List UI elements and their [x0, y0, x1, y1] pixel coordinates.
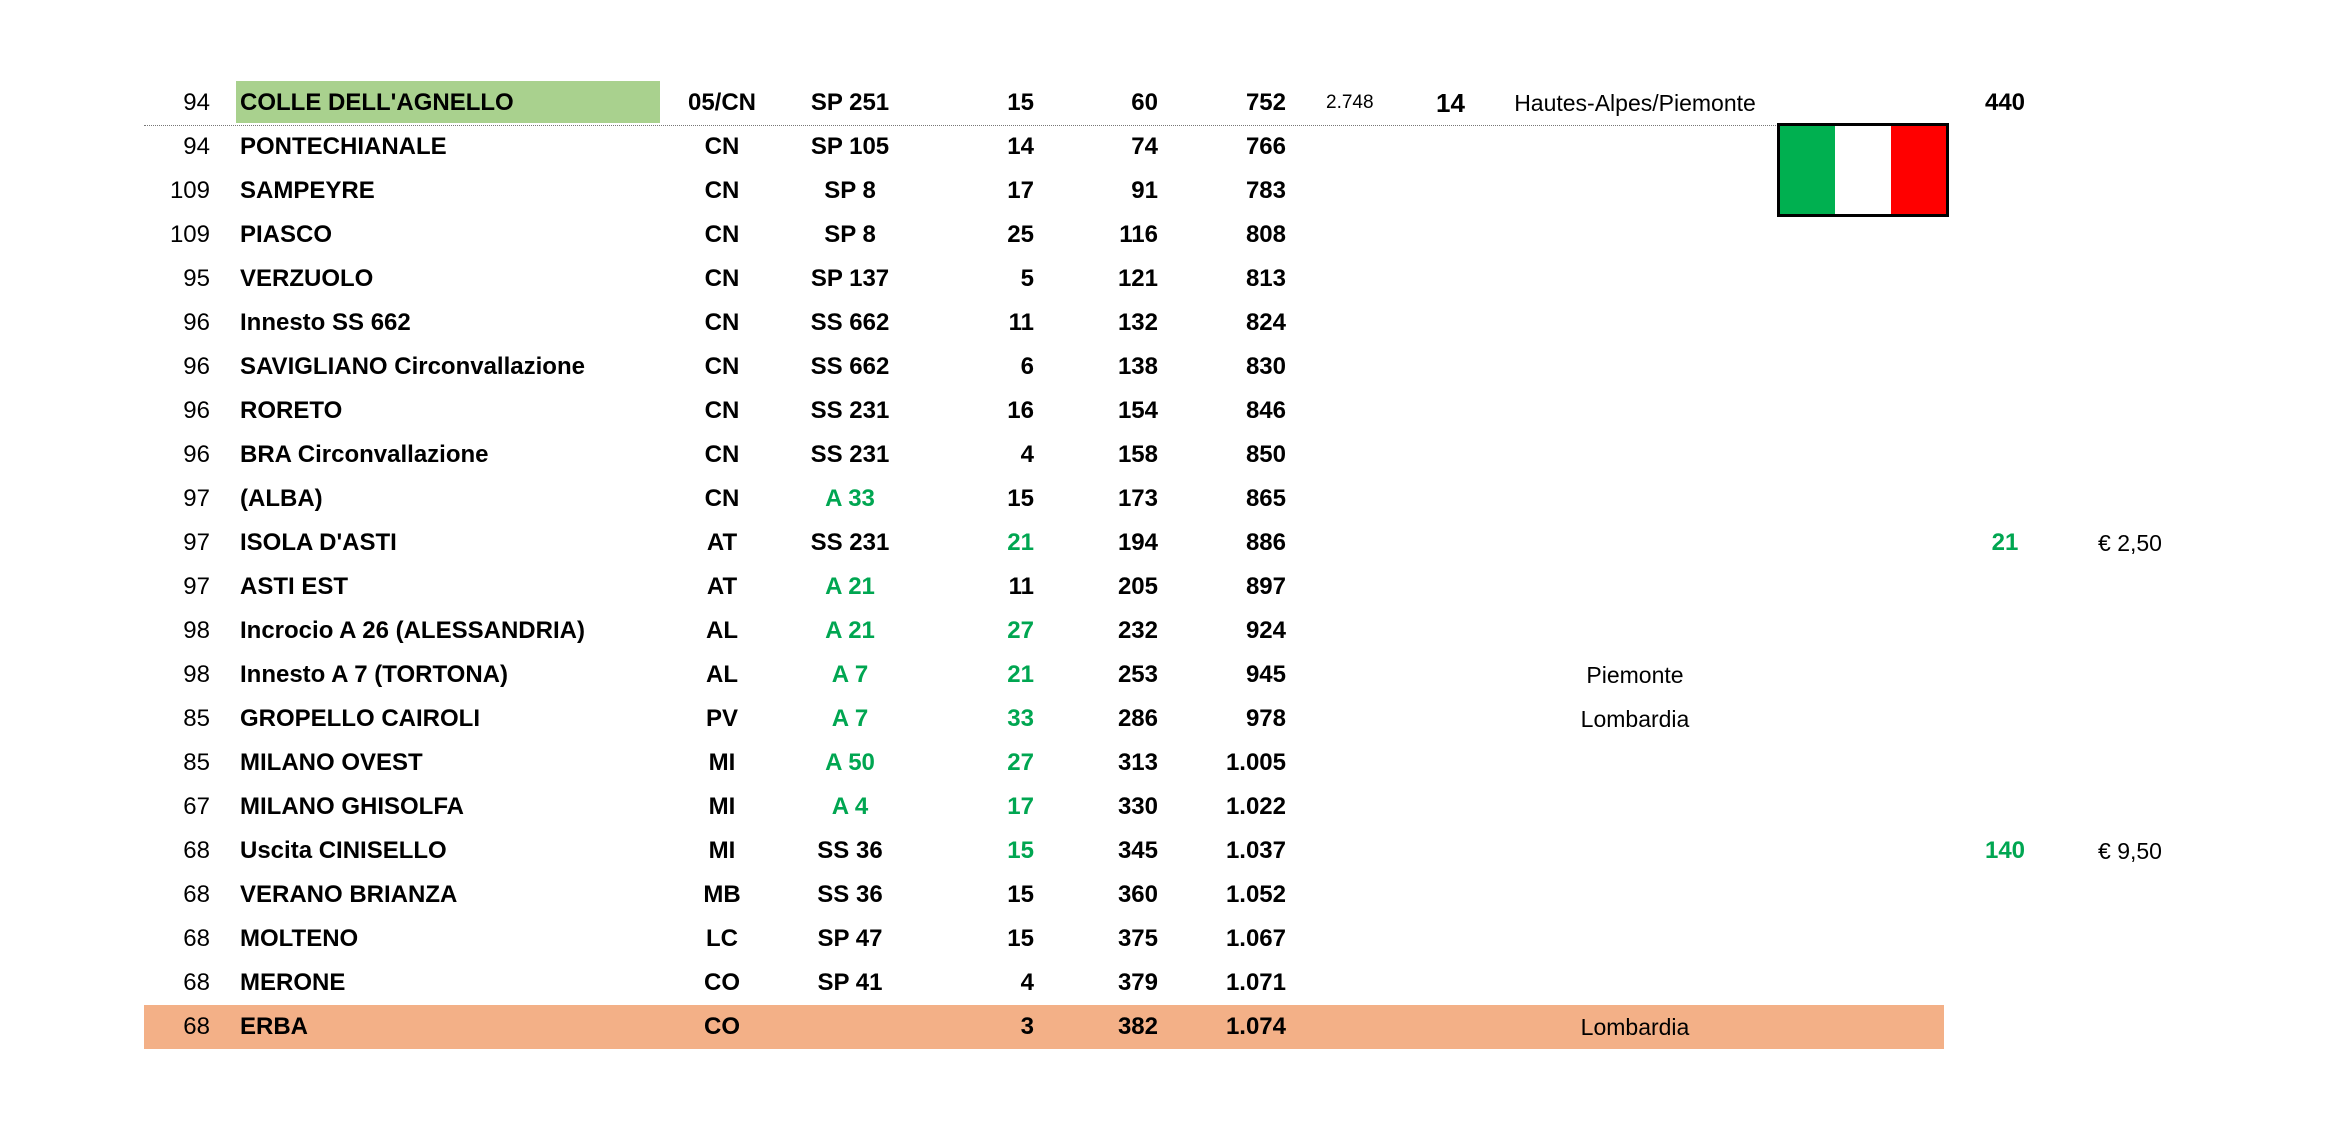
cumulative-distance: 60 [1131, 89, 1158, 116]
table-row [0, 389, 2336, 433]
table-row [0, 917, 2336, 961]
table-row [0, 653, 2336, 697]
table-row [0, 301, 2336, 345]
toll-distance: 21 [1991, 529, 2019, 556]
segment-distance: 27 [1007, 749, 1034, 776]
table-row [0, 829, 2336, 873]
location-name: SAMPEYRE [240, 177, 375, 204]
table-row [144, 81, 2026, 126]
location-name: VERZUOLO [240, 265, 374, 292]
segment-distance: 15 [1007, 89, 1034, 116]
table-row [0, 125, 2336, 169]
road: A 33 [825, 485, 875, 512]
cumulative-distance: 116 [1119, 221, 1158, 248]
total-distance: 783 [1245, 177, 1286, 204]
table-row [0, 521, 2336, 565]
cumulative-distance: 232 [1117, 617, 1158, 644]
total-distance: 1.074 [1225, 1013, 1286, 1040]
location-name: PONTECHIANALE [240, 133, 447, 160]
road: SS 36 [817, 837, 883, 864]
region: Hautes-Alpes/Piemonte [1514, 90, 1756, 116]
road [790, 1005, 910, 1049]
toll-distance: 140 [1984, 837, 2026, 864]
segment-distance: 27 [1007, 617, 1034, 644]
road-code: 67 [183, 793, 210, 820]
province: MB [703, 881, 741, 908]
road: A 7 [831, 661, 869, 688]
province: AT [706, 529, 738, 556]
cumulative-distance: 74 [1131, 133, 1158, 160]
segment-distance: 15 [1007, 485, 1034, 512]
table-row [0, 345, 2336, 389]
table-row-destination [0, 1005, 2336, 1049]
province: CN [704, 397, 740, 424]
segment-distance: 3 [1020, 1013, 1034, 1040]
cumulative-distance: 330 [1117, 793, 1158, 820]
road: A 50 [825, 749, 875, 776]
location-name: Innesto A 7 (TORTONA) [240, 661, 509, 688]
province: CN [704, 221, 740, 248]
total-distance: 1.037 [1225, 837, 1286, 864]
cumulative-distance: 121 [1117, 265, 1158, 292]
location-name: RORETO [240, 397, 343, 424]
road-code: 85 [183, 705, 210, 732]
stage-number: 14 [1436, 88, 1465, 118]
segment-distance: 15 [1007, 837, 1034, 864]
road: SP 8 [824, 177, 876, 204]
road-code: 68 [183, 837, 210, 864]
location-name: ERBA [240, 1013, 309, 1040]
segment-distance: 5 [1020, 265, 1034, 292]
location-name: MERONE [240, 969, 346, 996]
province: MI [708, 793, 736, 820]
total-distance: 846 [1245, 397, 1286, 424]
table-row [0, 741, 2336, 785]
total-distance: 1.052 [1225, 881, 1286, 908]
cumulative-distance: 379 [1117, 969, 1158, 996]
province: CN [704, 309, 740, 336]
location-name: MOLTENO [240, 925, 359, 952]
cumulative-distance: 158 [1117, 441, 1158, 468]
province: CN [704, 265, 740, 292]
table-row [0, 961, 2336, 1005]
region: Lombardia [1580, 706, 1690, 732]
segment-distance: 11 [1008, 573, 1034, 600]
total-distance: 978 [1245, 705, 1286, 732]
total-distance: 865 [1245, 485, 1286, 512]
table-row [0, 697, 2336, 741]
road-code: 96 [183, 441, 210, 468]
road: SP 105 [810, 133, 890, 160]
cumulative-distance: 91 [1131, 177, 1158, 204]
table-row [0, 785, 2336, 829]
total-distance: 945 [1245, 661, 1286, 688]
road-code: 94 [183, 89, 210, 116]
total-distance: 1.071 [1225, 969, 1286, 996]
road: A 21 [825, 617, 875, 644]
road-code: 109 [169, 177, 210, 204]
road: SS 231 [810, 441, 890, 468]
total-distance: 766 [1245, 133, 1286, 160]
total-distance: 824 [1245, 309, 1286, 336]
table-row [0, 477, 2336, 521]
province: LC [706, 925, 738, 952]
road-code: 97 [183, 573, 210, 600]
cumulative-distance: 205 [1117, 573, 1158, 600]
table-row [0, 257, 2336, 301]
road: SS 662 [810, 309, 890, 336]
region: Piemonte [1586, 662, 1684, 688]
road: SP 8 [824, 221, 876, 248]
total-distance: 850 [1245, 441, 1286, 468]
location-name: GROPELLO CAIROLI [240, 705, 480, 732]
road-code: 94 [183, 133, 210, 160]
location-name: Innesto SS 662 [240, 309, 411, 336]
cumulative-distance: 313 [1117, 749, 1158, 776]
road-code: 68 [183, 925, 210, 952]
province: CO [704, 969, 740, 996]
cumulative-distance: 382 [1117, 1013, 1158, 1040]
location-name: MILANO GHISOLFA [240, 793, 464, 820]
segment-distance: 17 [1007, 793, 1034, 820]
location-name: Incrocio A 26 (ALESSANDRIA) [240, 617, 585, 644]
cumulative-distance: 253 [1117, 661, 1158, 688]
segment-distance: 15 [1007, 881, 1034, 908]
segment-distance: 11 [1008, 309, 1034, 336]
province: MI [708, 749, 736, 776]
toll-price: € 9,50 [2098, 838, 2162, 864]
road: A 21 [825, 573, 875, 600]
location-name: ISOLA D'ASTI [240, 529, 397, 556]
cumulative-distance: 375 [1117, 925, 1158, 952]
road-code: 85 [183, 749, 210, 776]
table-row [0, 609, 2336, 653]
road: A 4 [831, 793, 869, 820]
road-code: 68 [183, 969, 210, 996]
road: SP 47 [817, 925, 883, 952]
road-code: 109 [169, 221, 210, 248]
total-distance: 924 [1245, 617, 1286, 644]
road-code: 68 [183, 1013, 210, 1040]
location-name: (ALBA) [240, 485, 323, 512]
segment-distance: 25 [1007, 221, 1034, 248]
province: MI [708, 837, 736, 864]
province: CN [704, 441, 740, 468]
table-row [0, 873, 2336, 917]
location-name: ASTI EST [240, 573, 349, 600]
cumulative-distance: 132 [1117, 309, 1158, 336]
total-distance: 752 [1245, 89, 1286, 116]
road-code: 98 [183, 661, 210, 688]
province: CN [704, 133, 740, 160]
segment-distance: 21 [1007, 661, 1034, 688]
total-distance: 830 [1245, 353, 1286, 380]
altitude: 2.748 [1326, 92, 1374, 113]
location-name: VERANO BRIANZA [240, 881, 458, 908]
road-code: 97 [183, 485, 210, 512]
road: SS 662 [810, 353, 890, 380]
province: AL [706, 617, 738, 644]
road-code: 95 [183, 265, 210, 292]
cumulative-distance: 138 [1117, 353, 1158, 380]
segment-distance: 16 [1007, 397, 1034, 424]
province: CO [704, 1013, 740, 1040]
location-name: COLLE DELL'AGNELLO [240, 89, 514, 116]
location-name: SAVIGLIANO Circonvallazione [240, 353, 585, 380]
province: AL [706, 661, 738, 688]
location-name: PIASCO [240, 221, 333, 248]
toll-price: € 2,50 [2098, 530, 2162, 556]
table-row [0, 433, 2336, 477]
segment-distance: 17 [1007, 177, 1034, 204]
road-code: 96 [183, 397, 210, 424]
toll-distance: 440 [1984, 89, 2026, 116]
road-code: 68 [183, 881, 210, 908]
total-distance: 813 [1245, 265, 1286, 292]
province: AT [706, 573, 738, 600]
segment-distance: 6 [1020, 353, 1034, 380]
table-row [0, 169, 2336, 213]
cumulative-distance: 286 [1117, 705, 1158, 732]
location-name: BRA Circonvallazione [240, 441, 489, 468]
total-distance: 808 [1245, 221, 1286, 248]
road: SP 137 [810, 265, 890, 292]
region: Lombardia [1580, 1014, 1690, 1040]
road: SS 231 [810, 397, 890, 424]
total-distance: 1.067 [1225, 925, 1286, 952]
province: CN [704, 485, 740, 512]
location-name: Uscita CINISELLO [240, 837, 447, 864]
road-code: 97 [183, 529, 210, 556]
cumulative-distance: 173 [1117, 485, 1158, 512]
segment-distance: 21 [1007, 529, 1034, 556]
cumulative-distance: 360 [1117, 881, 1158, 908]
province: 05/CN [687, 89, 757, 116]
province: PV [705, 705, 738, 732]
road: A 7 [831, 705, 869, 732]
cumulative-distance: 154 [1117, 397, 1158, 424]
province: CN [704, 177, 740, 204]
total-distance: 1.005 [1225, 749, 1286, 776]
province: CN [704, 353, 740, 380]
road: SP 251 [810, 89, 890, 116]
road: SP 41 [817, 969, 883, 996]
road: SS 231 [810, 529, 890, 556]
cumulative-distance: 194 [1117, 529, 1158, 556]
total-distance: 1.022 [1225, 793, 1286, 820]
table-row [0, 213, 2336, 257]
total-distance: 886 [1245, 529, 1286, 556]
road-code: 98 [183, 617, 210, 644]
segment-distance: 14 [1007, 133, 1034, 160]
segment-distance: 33 [1007, 705, 1034, 732]
road-code: 96 [183, 353, 210, 380]
road: SS 36 [817, 881, 883, 908]
segment-distance: 4 [1020, 969, 1034, 996]
cumulative-distance: 345 [1117, 837, 1158, 864]
segment-distance: 15 [1007, 925, 1034, 952]
total-distance: 897 [1245, 573, 1286, 600]
location-name: MILANO OVEST [240, 749, 423, 776]
table-row [0, 565, 2336, 609]
road-code: 96 [183, 309, 210, 336]
segment-distance: 4 [1020, 441, 1034, 468]
